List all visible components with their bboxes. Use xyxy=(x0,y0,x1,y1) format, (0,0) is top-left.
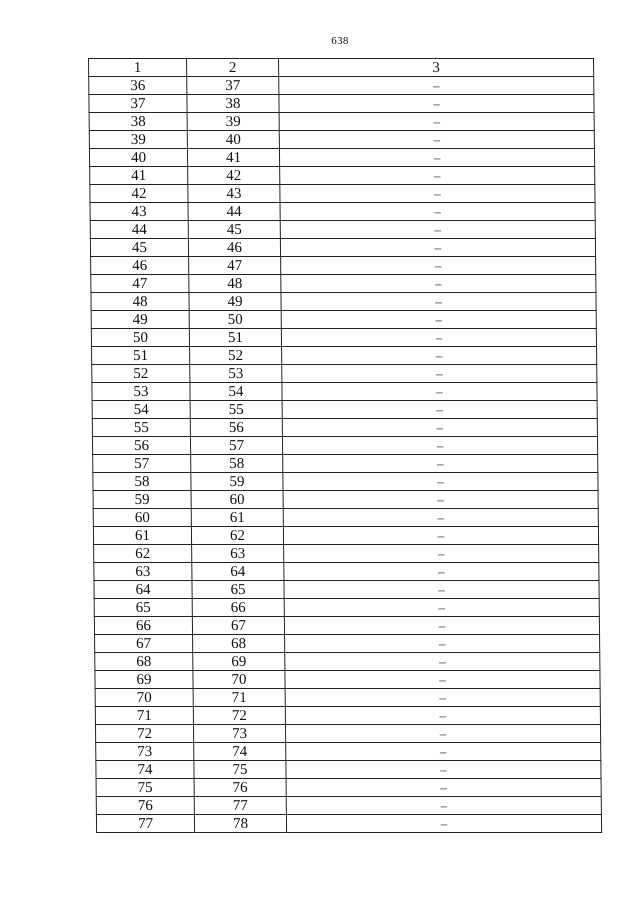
table-row xyxy=(96,743,601,761)
table-cell-col-2: 73 xyxy=(193,725,285,743)
data-table xyxy=(88,58,602,833)
table-cell-col-1: 60 xyxy=(93,509,191,527)
table-cell-col-3: – xyxy=(285,635,600,653)
table-cell-col-1: 68 xyxy=(95,653,193,671)
table-cell-col-2: 75 xyxy=(194,761,286,779)
table-cell-col-3: – xyxy=(285,707,600,725)
table-cell-col-2: 37 xyxy=(187,77,279,95)
table-cell-col-2: 69 xyxy=(193,653,285,671)
table-cell-col-3: – xyxy=(284,563,599,581)
table-cell-col-1: 62 xyxy=(94,545,192,563)
table-cell-col-1: 61 xyxy=(93,527,191,545)
table-row xyxy=(92,419,597,437)
table-cell-col-1: 75 xyxy=(96,779,194,797)
table-cell-col-1: 58 xyxy=(93,473,191,491)
table-row xyxy=(93,455,598,473)
table-cell-col-2: 78 xyxy=(194,815,286,833)
table-cell-col-2: 40 xyxy=(187,131,279,149)
table-cell-col-1: 64 xyxy=(94,581,192,599)
table-cell-col-2: 64 xyxy=(192,563,284,581)
table-cell-col-1: 69 xyxy=(95,671,193,689)
table-cell-col-1: 71 xyxy=(95,707,193,725)
table-cell-col-1: 36 xyxy=(89,77,187,95)
table-cell-col-3: – xyxy=(282,437,597,455)
table-row xyxy=(96,779,601,797)
table-row xyxy=(89,113,594,131)
table-row xyxy=(91,329,596,347)
table-row xyxy=(95,707,600,725)
table-cell-col-3: – xyxy=(285,725,600,743)
table-row xyxy=(95,689,600,707)
table-cell-col-2: 61 xyxy=(191,509,283,527)
table-cell-col-1: 65 xyxy=(94,599,192,617)
table-cell-col-1: 52 xyxy=(92,365,190,383)
table-row xyxy=(94,617,599,635)
table-row xyxy=(90,221,595,239)
table-cell-col-2: 45 xyxy=(188,221,280,239)
table-cell-col-2: 71 xyxy=(193,689,285,707)
table-cell-col-1: 45 xyxy=(90,239,188,257)
table-row xyxy=(96,797,601,815)
table-cell-col-1: 44 xyxy=(90,221,188,239)
table-row xyxy=(89,95,594,113)
table-row xyxy=(93,473,598,491)
table-cell-col-2: 51 xyxy=(189,329,281,347)
table-cell-col-3: – xyxy=(279,149,594,167)
table-cell-col-3: – xyxy=(279,77,594,95)
table-cell-col-2: 42 xyxy=(188,167,280,185)
table-cell-col-2: 57 xyxy=(190,437,282,455)
table-cell-col-3: – xyxy=(283,509,598,527)
table-cell-col-1: 67 xyxy=(95,635,193,653)
table-cell-col-1: 54 xyxy=(92,401,190,419)
table-row xyxy=(91,257,596,275)
table-cell-col-3: – xyxy=(286,761,601,779)
table-cell-col-3: – xyxy=(281,257,596,275)
table-cell-col-1: 48 xyxy=(91,293,189,311)
table-cell-col-3: – xyxy=(281,311,596,329)
table-cell-col-3: – xyxy=(285,689,600,707)
table-row xyxy=(92,383,597,401)
table-cell-col-3: – xyxy=(284,581,599,599)
table-row xyxy=(95,671,600,689)
table-cell-col-2: 72 xyxy=(193,707,285,725)
table-cell-col-1: 46 xyxy=(91,257,189,275)
table-cell-col-3: – xyxy=(283,527,598,545)
table-row xyxy=(92,365,597,383)
table-cell-col-1: 72 xyxy=(95,725,193,743)
table-cell-col-3: – xyxy=(281,293,596,311)
table-row xyxy=(90,239,595,257)
table-cell-col-3: – xyxy=(285,653,600,671)
table-cell-col-3: – xyxy=(282,401,597,419)
table-cell-col-1: 53 xyxy=(92,383,190,401)
table-cell-col-2: 49 xyxy=(189,293,281,311)
table-cell-col-2: 59 xyxy=(191,473,283,491)
table-cell-col-2: 47 xyxy=(189,257,281,275)
table-cell-col-1: 50 xyxy=(91,329,189,347)
table-row xyxy=(94,581,599,599)
table-cell-col-3: – xyxy=(286,779,601,797)
table-row xyxy=(93,527,598,545)
table-cell-col-3: – xyxy=(286,743,601,761)
table-cell-col-1: 77 xyxy=(96,815,194,833)
table-cell-col-2: 46 xyxy=(188,239,280,257)
table-row xyxy=(95,635,600,653)
table-row xyxy=(89,77,594,95)
table-cell-col-3: – xyxy=(280,221,595,239)
table-cell-col-2: 68 xyxy=(193,635,285,653)
table-cell-col-3: – xyxy=(285,671,600,689)
table-cell-col-1: 38 xyxy=(89,113,187,131)
table-cell-col-2: 55 xyxy=(190,401,282,419)
table-cell-col-1: 37 xyxy=(89,95,187,113)
column-header-2: 2 xyxy=(187,59,279,77)
table-cell-col-3: – xyxy=(283,473,598,491)
table-cell-col-3: – xyxy=(283,455,598,473)
table-cell-col-3: – xyxy=(286,797,601,815)
table-row xyxy=(96,761,601,779)
table-cell-col-1: 55 xyxy=(92,419,190,437)
table-cell-col-3: – xyxy=(280,203,595,221)
table-row xyxy=(94,599,599,617)
table-cell-col-2: 41 xyxy=(187,149,279,167)
table-cell-col-2: 56 xyxy=(190,419,282,437)
table-cell-col-2: 58 xyxy=(191,455,283,473)
page-number: 638 xyxy=(331,35,349,47)
table-row xyxy=(91,275,596,293)
table-cell-col-2: 66 xyxy=(192,599,284,617)
table-cell-col-2: 48 xyxy=(189,275,281,293)
table-row xyxy=(91,293,596,311)
table-cell-col-2: 70 xyxy=(193,671,285,689)
table-row xyxy=(96,815,601,833)
table-row xyxy=(95,725,600,743)
table-body xyxy=(89,77,602,833)
table-row xyxy=(94,545,599,563)
table-cell-col-1: 49 xyxy=(91,311,189,329)
table-cell-col-3: – xyxy=(282,383,597,401)
table-row xyxy=(91,311,596,329)
table-cell-col-3: – xyxy=(282,419,597,437)
table-cell-col-3: – xyxy=(280,185,595,203)
column-header-1: 1 xyxy=(89,59,187,77)
table-row xyxy=(92,401,597,419)
table-cell-col-3: – xyxy=(284,617,599,635)
table-cell-col-1: 42 xyxy=(90,185,188,203)
table-cell-col-3: – xyxy=(280,167,595,185)
table-cell-col-3: – xyxy=(286,815,601,833)
table-row xyxy=(90,167,595,185)
table-cell-col-1: 66 xyxy=(94,617,192,635)
column-header-3: 3 xyxy=(279,59,594,77)
table-cell-col-1: 73 xyxy=(96,743,194,761)
table-row xyxy=(93,509,598,527)
table-cell-col-2: 44 xyxy=(188,203,280,221)
table-cell-col-2: 43 xyxy=(188,185,280,203)
table-cell-col-2: 39 xyxy=(187,113,279,131)
table-cell-col-2: 52 xyxy=(190,347,282,365)
table-cell-col-2: 60 xyxy=(191,491,283,509)
table-row xyxy=(92,437,597,455)
table-cell-col-2: 62 xyxy=(191,527,283,545)
table-cell-col-1: 41 xyxy=(90,167,188,185)
table-cell-col-3: – xyxy=(281,275,596,293)
table-cell-col-2: 74 xyxy=(194,743,286,761)
table-cell-col-3: – xyxy=(280,239,595,257)
table-cell-col-2: 63 xyxy=(192,545,284,563)
table-cell-col-1: 70 xyxy=(95,689,193,707)
table-cell-col-3: – xyxy=(283,491,598,509)
table-cell-col-2: 54 xyxy=(190,383,282,401)
table-row xyxy=(95,653,600,671)
table-cell-col-1: 56 xyxy=(92,437,190,455)
table-row xyxy=(90,203,595,221)
table-cell-col-3: – xyxy=(279,131,594,149)
table-cell-col-1: 40 xyxy=(89,149,187,167)
table-row xyxy=(89,149,594,167)
table-cell-col-2: 50 xyxy=(189,311,281,329)
table-cell-col-3: – xyxy=(279,113,594,131)
table-row xyxy=(93,491,598,509)
table-cell-col-2: 77 xyxy=(194,797,286,815)
table-cell-col-2: 38 xyxy=(187,95,279,113)
table-cell-col-2: 53 xyxy=(190,365,282,383)
table-row xyxy=(89,131,594,149)
table-cell-col-3: – xyxy=(284,545,599,563)
table-cell-col-1: 63 xyxy=(94,563,192,581)
table-cell-col-1: 39 xyxy=(89,131,187,149)
table-cell-col-2: 76 xyxy=(194,779,286,797)
table-cell-col-3: – xyxy=(281,329,596,347)
table-row xyxy=(92,347,597,365)
table-cell-col-3: – xyxy=(282,347,597,365)
table-cell-col-1: 47 xyxy=(91,275,189,293)
table-cell-col-1: 74 xyxy=(96,761,194,779)
table-cell-col-3: – xyxy=(282,365,597,383)
table-cell-col-2: 67 xyxy=(192,617,284,635)
table-row xyxy=(90,185,595,203)
table-cell-col-1: 57 xyxy=(93,455,191,473)
table-header-row xyxy=(89,59,594,77)
table-cell-col-3: – xyxy=(284,599,599,617)
table-cell-col-1: 59 xyxy=(93,491,191,509)
table-row xyxy=(94,563,599,581)
table-cell-col-1: 43 xyxy=(90,203,188,221)
table-cell-col-2: 65 xyxy=(192,581,284,599)
table-cell-col-3: – xyxy=(279,95,594,113)
data-table-container xyxy=(88,58,601,833)
table-cell-col-1: 76 xyxy=(96,797,194,815)
table-cell-col-1: 51 xyxy=(92,347,190,365)
